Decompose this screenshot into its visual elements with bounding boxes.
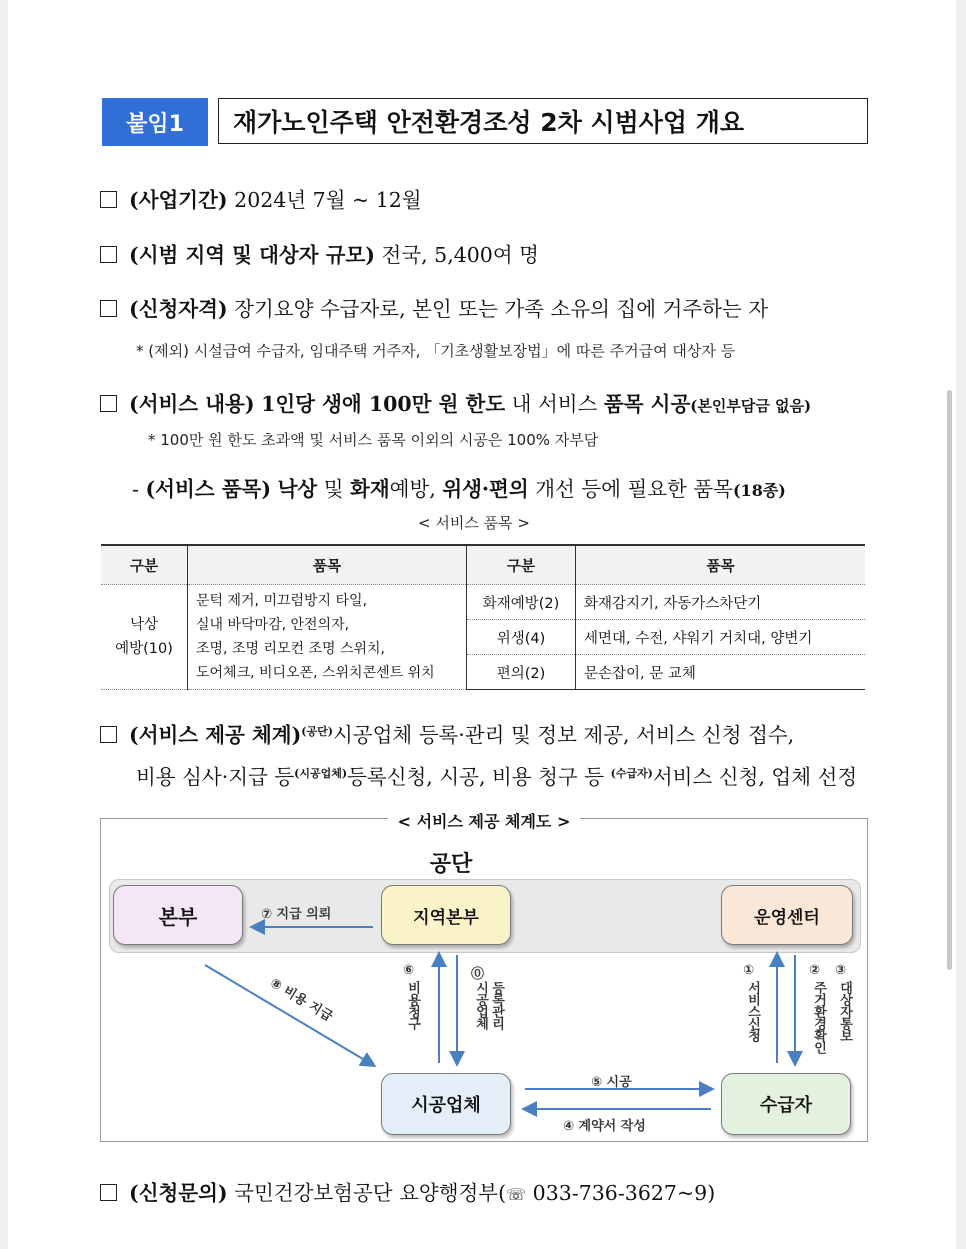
items-fall: 낙상 [277, 477, 318, 501]
system-sup-contractor: (시공업체) [294, 767, 348, 780]
system-line [100, 718, 794, 748]
system-sup-recipient: (수급자) [610, 767, 653, 780]
label-2-num: ② [809, 963, 821, 978]
items-count: (18종) [732, 481, 786, 500]
label-0-num: ⓪ [471, 967, 485, 982]
table-cell-category: 위생(4) [467, 620, 576, 655]
region-value: 전국, 5,400여 명 [381, 243, 539, 267]
system-text: 비용 심사·지급 등 [136, 765, 295, 789]
period-line [100, 183, 422, 213]
node-regional-office: 지역본부 [381, 885, 511, 945]
table-cell-items: 화재감지기, 자동가스차단기 [576, 585, 866, 620]
label-3: 대상자통보 [837, 981, 852, 1041]
diagram-group-title: 공단 [429, 852, 473, 877]
checkbox-icon [100, 300, 117, 317]
items-text: 개선 등에 필요한 품목 [535, 477, 733, 501]
table-row [101, 585, 865, 620]
inquiry-phone: 033-736-3627~9 [532, 1181, 708, 1205]
service-label: (서비스 내용) [129, 392, 255, 416]
eligibility-text: 장기요양 수급자로, 본인 또는 가족 소유의 집에 거주하는 자 [234, 297, 769, 321]
checkbox-icon [100, 395, 117, 412]
region-line [100, 238, 539, 268]
period-value: 2024년 7월 ~ 12월 [234, 188, 422, 212]
service-limit: 1인당 생애 100만 원 한도 [261, 392, 506, 416]
label-5: ⑤ 시공 [591, 1075, 632, 1090]
system-sup-nhis: (공단) [301, 725, 333, 738]
eligibility-label: (신청자격) [129, 297, 228, 321]
document-title: 재가노인주택 안전환경조성 2차 시범사업 개요 [218, 98, 868, 144]
inquiry-org: 국민건강보험공단 요양행정부 [234, 1181, 499, 1205]
checkbox-icon [100, 1184, 117, 1201]
label-4: ④ 계약서 작성 [563, 1119, 646, 1134]
table-header: 구분 [467, 545, 576, 585]
service-system-diagram [100, 812, 868, 1142]
table-caption: < 서비스 품목 > [418, 514, 530, 532]
node-recipient: 수급자 [721, 1073, 851, 1135]
table-cell-items: 문손잡이, 문 교체 [576, 655, 866, 690]
table-cell-category: 편의(2) [467, 655, 576, 690]
checkbox-icon [100, 246, 117, 263]
label-2: 주거환경확인 [811, 981, 826, 1053]
label-1: 서비스신청 [745, 981, 760, 1041]
table-header-row [101, 545, 865, 585]
inquiry-line: (신청문의) 국민건강보험공단 요양행정부(☏ 033-736-3627~9) [100, 1176, 715, 1206]
system-label: (서비스 제공 체계) [129, 723, 302, 747]
node-contractor: 시공업체 [381, 1073, 511, 1135]
table-cell-items: 문턱 제거, 미끄럼방지 타일, 실내 바닥마감, 안전의자, 조명, 조명 리모컨 조명 스위치, 도어체크, 비디오폰, 스위치콘센트 위치 [188, 585, 467, 690]
label-6-num: ⑥ [403, 963, 415, 978]
region-label: (시범 지역 및 대상자 규모) [129, 243, 375, 267]
items-and: 및 [323, 477, 344, 501]
label-1-num: ① [743, 963, 755, 978]
attachment-badge: 붙임1 [102, 98, 208, 146]
service-note: * 100만 원 한도 초과액 및 서비스 품목 이외의 시공은 100% 자부담 [148, 431, 599, 449]
table-cell-category: 낙상 예방(10) [101, 585, 188, 690]
label-6: 비용청구 [405, 981, 420, 1029]
system-text: 서비스 신청, 업체 선정 [652, 765, 858, 789]
table-cell-category: 화재예방(2) [467, 585, 576, 620]
label-3-num: ③ [835, 963, 847, 978]
table-header: 품목 [576, 545, 866, 585]
label-8: ⑧ 비용 지급 [267, 975, 336, 1025]
service-line [100, 387, 811, 417]
table-cell-items: 세면대, 수전, 샤워기 거치대, 양변기 [576, 620, 866, 655]
items-hygiene: 위생·편의 [442, 477, 529, 501]
label-7: ⑦ 지급 의뢰 [261, 907, 332, 922]
items-prevention: 예방, [389, 477, 436, 501]
system-line-2 [136, 760, 857, 790]
system-text: 시공업체 등록·관리 및 정보 제공, 서비스 신청 접수, [332, 723, 795, 747]
dash: - [132, 477, 139, 501]
items-label: (서비스 품목) [145, 477, 272, 501]
phone-icon: ☏ [506, 1185, 527, 1204]
service-text: 내 서비스 [511, 392, 598, 416]
checkbox-icon [100, 726, 117, 743]
label-0b: 등록관리 [489, 981, 504, 1029]
node-bonbu: 본부 [113, 885, 243, 945]
eligibility-line [100, 292, 768, 322]
service-item-install: 품목 시공 [603, 392, 691, 416]
eligibility-note: * (제외) 시설급여 수급자, 임대주택 거주자, 「기초생활보장법」에 따른 주거급여 대상자 등 [136, 342, 736, 360]
scrollbar[interactable] [947, 390, 952, 970]
table-header: 품목 [188, 545, 467, 585]
document-page [8, 0, 956, 1249]
items-fire: 화재 [350, 477, 390, 501]
service-items-line [132, 472, 786, 502]
node-operation-center: 운영센터 [721, 885, 853, 945]
inquiry-label: (신청문의) [129, 1181, 228, 1205]
checkbox-icon [100, 191, 117, 208]
system-text: 등록신청, 시공, 비용 청구 등 [347, 765, 605, 789]
label-0a: 시공업체 [473, 981, 488, 1029]
period-label: (사업기간) [129, 188, 228, 212]
diagram-caption: < 서비스 제공 체계도 > [388, 812, 581, 831]
table-header: 구분 [101, 545, 188, 585]
service-items-table [101, 544, 865, 690]
service-no-copay: (본인부담금 없음) [690, 397, 812, 415]
